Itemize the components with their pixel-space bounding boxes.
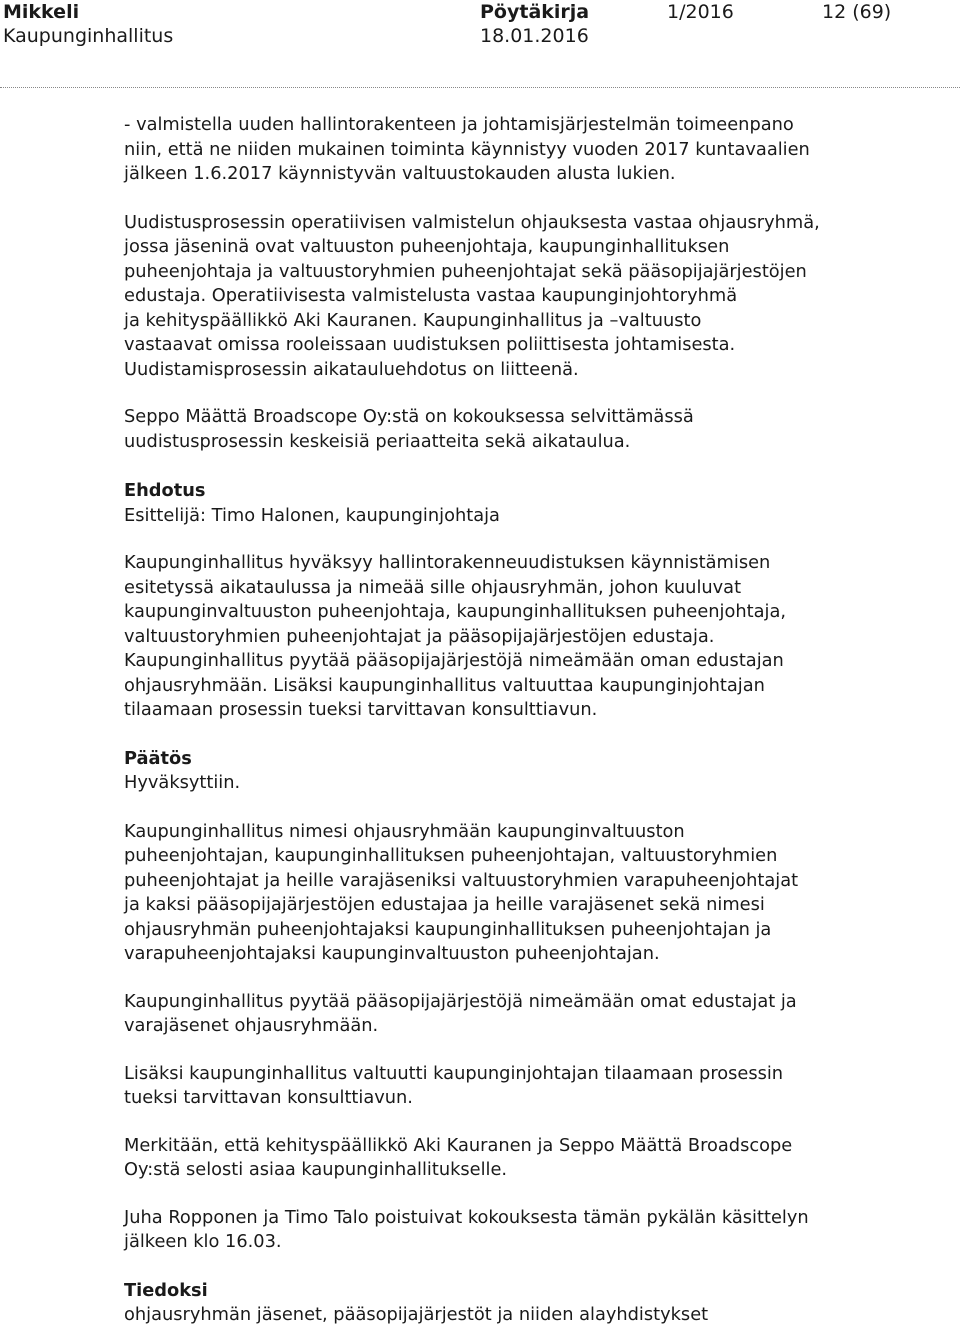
paragraph-representatives: Kaupunginhallitus pyytää pääsopijajärjestöjä nimeämään omat edustajat ja varajäsenet ohjausryhmään. (124, 990, 797, 1036)
organization-name: Mikkeli (3, 1, 80, 23)
presenter-line: Esittelijä: Timo Halonen, kaupunginjohtaja (124, 504, 500, 526)
document-type: Pöytäkirja (480, 1, 590, 23)
paragraph-proposal: Kaupunginhallitus hyväksyy hallintorakenneuudistuksen käynnistämisen esitetyssä aikataulussa ja nimeää sille ohjausryhmän, johon kuuluvat kaupunginvaltuuston puheenjohtaja, kaupunginhallituksen puheenjohtaja, valtuustoryhmien puheenjohtajat ja pääsopijajärjestöjen edustaja. Kaupunginhallitus pyytää pääsopijajärjestöjä nimeämään oman edustajan ohjausryhmään. Lisäksi kaupunginhallitus valtuuttaa kaupunginjohtajan tilaamaan prosessin tueksi tarvittavan konsulttiavun. (124, 552, 786, 720)
paragraph-note: Merkitään, että kehityspäällikkö Aki Kauranen ja Seppo Määttä Broadscope Oy:stä selosti asiaa kaupunginhallitukselle. (124, 1134, 793, 1180)
paragraph-task-list: - valmistella uuden hallintorakenteen ja johtamisjärjestelmän toimeenpano niin, että ne niiden mukainen toiminta käynnistyy vuoden 2017 kuntavaalien jälkeen 1.6.2017 käynnistyvän valtuustokauden alusta lukien. (124, 114, 810, 184)
page-header (0, 0, 960, 88)
decision-text: Hyväksyttiin. (124, 772, 241, 793)
body-name: Kaupunginhallitus (3, 25, 174, 47)
paragraph-departure: Juha Ropponen ja Timo Talo poistuivat kokouksesta tämän pykälän käsittelyn jälkeen klo 16.03. (124, 1206, 809, 1252)
page-number: 12 (69) (822, 1, 892, 23)
paragraph-consultant: Seppo Määttä Broadscope Oy:stä on kokouksessa selvittämässä uudistusprosessin keskeisiä periaatteita sekä aikataulua. (124, 406, 694, 452)
paragraph-steering-group: Uudistusprosessin operatiivisen valmistelun ohjauksesta vastaa ohjausryhmä, jossa jäseninä ovat valtuuston puheenjohtaja, kaupunginhallituksen puheenjohtaja ja valtuustoryhmien puheenjohtajat sekä pääsopijajärjestöjen edustaja. Operatiivisesta valmistelusta vastaa kaupunginjohtoryhmä ja kehityspäällikkö Aki Kauranen. Kaupunginhallitus ja –valtuusto vastaavat omissa rooleissaan uudistuksen poliittisesta johtamisesta. Uudistamisprosessin aikatauluehdotus on liitteenä. (124, 211, 820, 380)
section-heading-tiedoksi: Tiedoksi (124, 1279, 208, 1301)
paragraph-appointment: Kaupunginhallitus nimesi ohjausryhmään kaupunginvaltuuston puheenjohtajan, kaupunginhallituksen puheenjohtajan, valtuustoryhmien puheenjohtajat ja heille varajäseniksi valtuustoryhmien varapuheenjohtajat ja kaksi pääsopijajärjestöjen edustajaa ja heille varajäsenet sekä nimesi ohjausryhmän puheenjohtajaksi kaupunginhallituksen puheenjohtajan ja varapuheenjohtajaksi kaupunginvaltuuston puheenjohtajan. (124, 820, 799, 964)
meeting-date: 18.01.2016 (480, 25, 589, 47)
paragraph-authorization: Lisäksi kaupunginhallitus valtuutti kaupunginjohtajan tilaamaan prosessin tueksi tarvittavan konsulttiavun. (124, 1062, 784, 1108)
distribution-list: ohjausryhmän jäsenet, pääsopijajärjestöt ja niiden alayhdistykset (124, 1304, 709, 1325)
document-body (124, 113, 944, 1328)
section-heading-paatos: Päätös (124, 747, 192, 769)
meeting-number: 1/2016 (667, 1, 734, 23)
section-heading-ehdotus: Ehdotus (124, 480, 206, 501)
header-divider (0, 87, 960, 88)
